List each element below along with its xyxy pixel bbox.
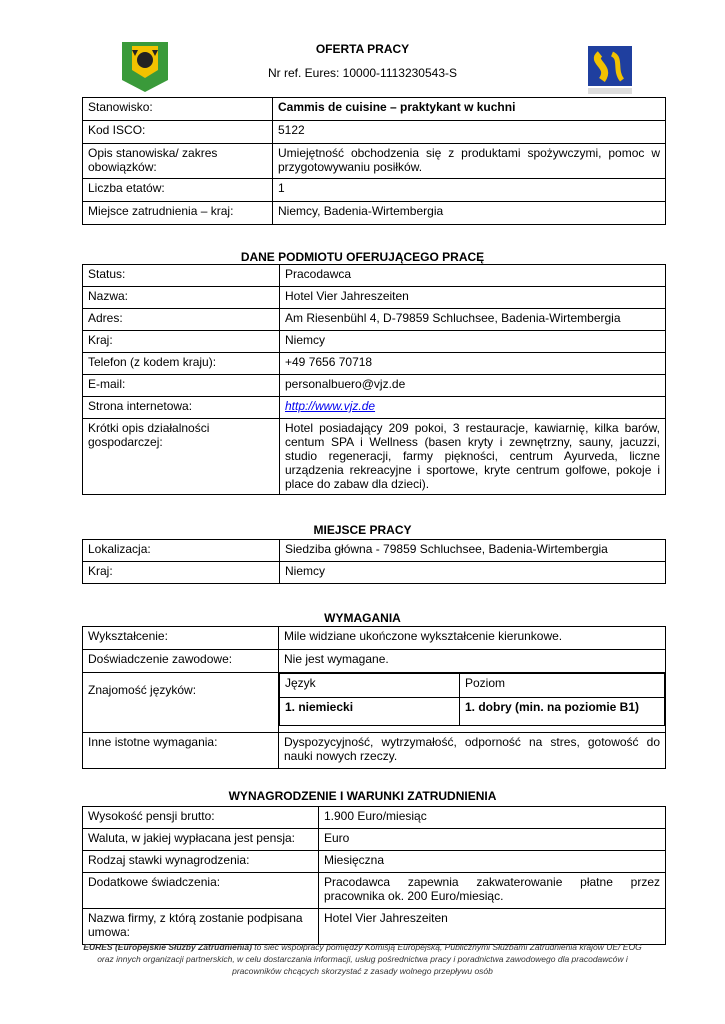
other-requirements-value: Dyspozycyjność, wytrzymałość, odporność na stres, gotowość do nauki nowych rzeczy.: [279, 733, 666, 769]
row-label: Stanowisko:: [83, 98, 273, 121]
employer-table: [82, 264, 666, 495]
table-row: [83, 287, 666, 309]
row-label: Liczba etatów:: [83, 179, 273, 202]
row-label: Kraj:: [83, 331, 280, 353]
website-link[interactable]: http://www.vjz.de: [285, 399, 376, 413]
footer-line-3: pracowników chcących skorzystać z zasady wolnego przepływu osób: [232, 966, 493, 976]
table-row: [83, 265, 666, 287]
job-title-value: Cammis de cuisine – praktykant w kuchni: [273, 98, 666, 121]
language-value: 1. niemiecki: [280, 698, 460, 726]
table-row: [83, 540, 666, 562]
requirements-table: [82, 626, 666, 769]
table-row: [83, 829, 666, 851]
language-header: Język: [280, 674, 460, 698]
row-label: Opis stanowiska/ zakres obowiązków:: [83, 144, 273, 179]
footer-lead: EURES (Europejskie Służby Zatrudnienia): [83, 942, 252, 952]
benefits-value: Pracodawca zapewnia zakwaterowanie płatne przez pracownika ok. 200 Euro/miesiąc.: [319, 873, 666, 909]
table-row: [83, 179, 666, 202]
footer-line-2: oraz innych organizacji partnerskich, w celu dostarczania informacji, usług pośrednictwa pracy i poradnictwa zawodowego dla pracodawców i: [97, 954, 628, 964]
salary-section-title: WYNAGRODZENIE I WARUNKI ZATRUDNIENIA: [228, 789, 497, 803]
languages-cell: [279, 673, 666, 733]
level-value: 1. dobry (min. na poziomie B1): [460, 698, 665, 726]
row-label: Adres:: [83, 309, 280, 331]
workplace-table: [82, 539, 666, 584]
table-row: [83, 733, 666, 769]
table-row: [83, 98, 666, 121]
eures-reference: Nr ref. Eures: 10000-1113230543-S: [267, 66, 457, 80]
document-header: [0, 0, 725, 100]
table-row: [83, 309, 666, 331]
row-label: Wysokość pensji brutto:: [83, 807, 319, 829]
salary-table: [82, 806, 666, 945]
job-details-table: [82, 97, 666, 225]
table-row: [83, 144, 666, 179]
currency-value: Euro: [319, 829, 666, 851]
table-row: [83, 909, 666, 945]
row-label: Inne istotne wymagania:: [83, 733, 279, 769]
table-row: [83, 353, 666, 375]
country-value: Niemcy: [280, 331, 666, 353]
languages-table: [279, 673, 665, 726]
row-label: Kod ISCO:: [83, 121, 273, 144]
location-value: Siedziba główna - 79859 Schluchsee, Badenia-Wirtembergia: [280, 540, 666, 562]
table-row: [83, 807, 666, 829]
experience-value: Nie jest wymagane.: [279, 650, 666, 673]
table-row: [83, 562, 666, 584]
table-row: [83, 650, 666, 673]
rate-type-value: Miesięczna: [319, 851, 666, 873]
job-description-value: Umiejętność obchodzenia się z produktami spożywczymi, pomoc w przygotowywaniu posiłków.: [273, 144, 666, 179]
gross-salary-value: 1.900 Euro/miesiąc: [319, 807, 666, 829]
address-value: Am Riesenbühl 4, D-79859 Schluchsee, Badenia-Wirtembergia: [280, 309, 666, 331]
row-label: Miejsce zatrudnienia – kraj:: [83, 202, 273, 225]
row-label: Nazwa:: [83, 287, 280, 309]
level-header: Poziom: [460, 674, 665, 698]
row-label: Krótki opis działalności gospodarczej:: [83, 419, 280, 495]
isco-code-value: 5122: [273, 121, 666, 144]
requirements-section-title: WYMAGANIA: [324, 611, 401, 625]
education-value: Mile widziane ukończone wykształcenie kierunkowe.: [279, 627, 666, 650]
business-description-value: Hotel posiadający 209 pokoi, 3 restauracje, kawiarnię, kilka barów, centum SPA i Wellness (basen kryty i zewnętrzny, sauny, jacuzzi, studio regeneracji, farmy piękności, centrum Ayurveda, liczne urządzenia rekreacyjne i sportowe, kryte centrum golfowe, pokoje i place do zabaw dla dzieci).: [280, 419, 666, 495]
table-row: [83, 331, 666, 353]
table-row: [83, 419, 666, 495]
positions-count-value: 1: [273, 179, 666, 202]
row-label: Znajomość języków:: [83, 673, 279, 733]
document-title: OFERTA PRACY: [315, 42, 410, 56]
row-label: Waluta, w jakiej wypłacana jest pensja:: [83, 829, 319, 851]
table-row: [83, 375, 666, 397]
row-label: Doświadczenie zawodowe:: [83, 650, 279, 673]
workplace-country-value: Niemcy: [280, 562, 666, 584]
eures-footer-note: [60, 941, 665, 977]
workplace-section-title: MIEJSCE PRACY: [313, 523, 412, 537]
row-label: Telefon (z kodem kraju):: [83, 353, 280, 375]
table-row: [83, 673, 666, 733]
workplace-country-value: Niemcy, Badenia-Wirtembergia: [273, 202, 666, 225]
row-label: Nazwa firmy, z którą zostanie podpisana umowa:: [83, 909, 319, 945]
row-label: Rodzaj stawki wynagrodzenia:: [83, 851, 319, 873]
employer-section-title: DANE PODMIOTU OFERUJĄCEGO PRACĘ: [240, 250, 485, 264]
table-row: [83, 627, 666, 650]
row-label: Strona internetowa:: [83, 397, 280, 419]
employer-name-value: Hotel Vier Jahreszeiten: [280, 287, 666, 309]
row-label: E-mail:: [83, 375, 280, 397]
email-value: personalbuero@vjz.de: [280, 375, 666, 397]
table-row: [83, 202, 666, 225]
row-label: Dodatkowe świadczenia:: [83, 873, 319, 909]
table-row: [83, 873, 666, 909]
row-label: Wykształcenie:: [83, 627, 279, 650]
status-value: Pracodawca: [280, 265, 666, 287]
table-row: [83, 397, 666, 419]
row-label: Lokalizacja:: [83, 540, 280, 562]
footer-line-1: to sieć współpracy pomiędzy Komisją Europejską, Publicznymi Służbami Zatrudnienia krajów UE/ EOG: [251, 942, 642, 952]
table-row: [83, 851, 666, 873]
phone-value: +49 7656 70718: [280, 353, 666, 375]
row-label: Status:: [83, 265, 280, 287]
row-label: Kraj:: [83, 562, 280, 584]
table-row: [83, 121, 666, 144]
eures-logo: [586, 40, 634, 96]
contract-company-value: Hotel Vier Jahreszeiten: [319, 909, 666, 945]
